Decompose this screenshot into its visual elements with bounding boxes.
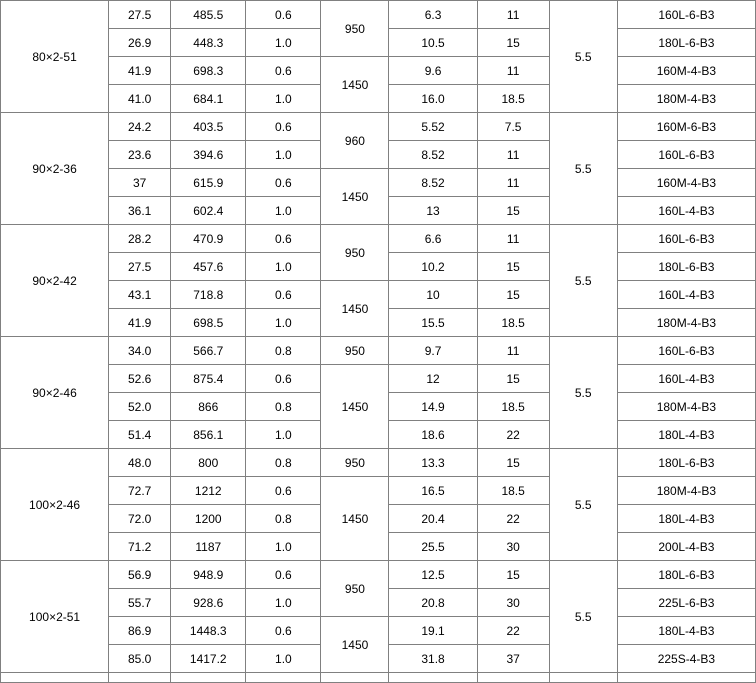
cell-c: 1.0 bbox=[246, 197, 321, 225]
cell-a bbox=[109, 673, 171, 683]
cell-d: 8.52 bbox=[389, 141, 477, 169]
cell-b: 457.6 bbox=[171, 253, 246, 281]
cell-e: 15 bbox=[477, 29, 549, 57]
model-cell: 90×2-42 bbox=[1, 225, 109, 337]
cell-c: 0.6 bbox=[246, 169, 321, 197]
cell-e bbox=[477, 673, 549, 683]
cell-a: 41.9 bbox=[109, 57, 171, 85]
cell-motor: 160M-6-B3 bbox=[617, 113, 755, 141]
cell-motor: 180M-4-B3 bbox=[617, 85, 755, 113]
table-row bbox=[1, 449, 756, 477]
cell-f bbox=[549, 673, 617, 683]
cell-c: 0.6 bbox=[246, 225, 321, 253]
cell-d: 6.3 bbox=[389, 1, 477, 29]
cell-rpm: 950 bbox=[321, 1, 389, 57]
cell-b: 1212 bbox=[171, 477, 246, 505]
cell-d: 12 bbox=[389, 365, 477, 393]
cell-c: 1.0 bbox=[246, 141, 321, 169]
cell-rpm: 1450 bbox=[321, 169, 389, 225]
cell-motor: 180L-6-B3 bbox=[617, 449, 755, 477]
cell-b: 1187 bbox=[171, 533, 246, 561]
model-cell: 100×2-46 bbox=[1, 449, 109, 561]
cell-rpm: 1450 bbox=[321, 477, 389, 561]
cell-a: 71.2 bbox=[109, 533, 171, 561]
cell-c: 1.0 bbox=[246, 645, 321, 673]
cell-rpm: 950 bbox=[321, 337, 389, 365]
cell-e: 11 bbox=[477, 225, 549, 253]
cell-a: 52.0 bbox=[109, 393, 171, 421]
cell-a: 72.0 bbox=[109, 505, 171, 533]
cell-d: 31.8 bbox=[389, 645, 477, 673]
cell-b: 448.3 bbox=[171, 29, 246, 57]
cell-f: 5.5 bbox=[549, 113, 617, 225]
cell-motor: 160L-6-B3 bbox=[617, 337, 755, 365]
cell-d: 15.5 bbox=[389, 309, 477, 337]
cell-e: 15 bbox=[477, 281, 549, 309]
cell-b: 875.4 bbox=[171, 365, 246, 393]
cell-c: 1.0 bbox=[246, 29, 321, 57]
table-row bbox=[1, 1, 756, 29]
cell-e: 22 bbox=[477, 421, 549, 449]
cell-b: 718.8 bbox=[171, 281, 246, 309]
table-row bbox=[1, 281, 756, 309]
cell-e: 11 bbox=[477, 169, 549, 197]
cell-d: 18.6 bbox=[389, 421, 477, 449]
cell-e: 22 bbox=[477, 617, 549, 645]
cell-c: 0.8 bbox=[246, 449, 321, 477]
cell-motor: 160L-4-B3 bbox=[617, 281, 755, 309]
cell-a: 51.4 bbox=[109, 421, 171, 449]
table-row bbox=[1, 365, 756, 393]
model-cell: 80×2-51 bbox=[1, 1, 109, 113]
cell-b: 928.6 bbox=[171, 589, 246, 617]
cell-a: 86.9 bbox=[109, 617, 171, 645]
table-row bbox=[1, 57, 756, 85]
cell-b: 615.9 bbox=[171, 169, 246, 197]
cell-motor: 225L-6-B3 bbox=[617, 589, 755, 617]
cell-c: 0.8 bbox=[246, 393, 321, 421]
cell-b: 698.3 bbox=[171, 57, 246, 85]
cell-e: 11 bbox=[477, 57, 549, 85]
cell-a: 34.0 bbox=[109, 337, 171, 365]
cell-a: 28.2 bbox=[109, 225, 171, 253]
cell-c: 1.0 bbox=[246, 421, 321, 449]
cell-e: 11 bbox=[477, 141, 549, 169]
cell-a: 72.7 bbox=[109, 477, 171, 505]
cell-a: 48.0 bbox=[109, 449, 171, 477]
cell-d: 19.1 bbox=[389, 617, 477, 645]
cell-motor: 180M-4-B3 bbox=[617, 393, 755, 421]
cell-d: 20.4 bbox=[389, 505, 477, 533]
model-cell: 100×2-51 bbox=[1, 561, 109, 673]
cell-d: 13 bbox=[389, 197, 477, 225]
cell-rpm: 950 bbox=[321, 561, 389, 617]
cell-f: 5.5 bbox=[549, 449, 617, 561]
cell-b: 394.6 bbox=[171, 141, 246, 169]
cell-d: 5.52 bbox=[389, 113, 477, 141]
cell-c: 0.6 bbox=[246, 561, 321, 589]
cell-d: 20.8 bbox=[389, 589, 477, 617]
cell-motor: 160L-6-B3 bbox=[617, 141, 755, 169]
cell-motor bbox=[617, 673, 755, 683]
table-body bbox=[1, 1, 756, 683]
cell-b: 1200 bbox=[171, 505, 246, 533]
cell-d: 10.2 bbox=[389, 253, 477, 281]
cell-d: 9.7 bbox=[389, 337, 477, 365]
cell-rpm: 1450 bbox=[321, 281, 389, 337]
cell-motor: 180L-4-B3 bbox=[617, 421, 755, 449]
cell-rpm: 1450 bbox=[321, 365, 389, 449]
cell-rpm: 1450 bbox=[321, 617, 389, 673]
cell-c: 0.6 bbox=[246, 617, 321, 645]
cell-c: 0.6 bbox=[246, 113, 321, 141]
cell-a: 24.2 bbox=[109, 113, 171, 141]
cell-motor: 225S-4-B3 bbox=[617, 645, 755, 673]
cell-motor: 180L-6-B3 bbox=[617, 561, 755, 589]
cell-motor: 160M-4-B3 bbox=[617, 169, 755, 197]
cell-a: 26.9 bbox=[109, 29, 171, 57]
cell-e: 15 bbox=[477, 253, 549, 281]
cell-e: 18.5 bbox=[477, 309, 549, 337]
cell-f: 5.5 bbox=[549, 1, 617, 113]
cell-e: 11 bbox=[477, 1, 549, 29]
cell-b: 948.9 bbox=[171, 561, 246, 589]
cell-c: 1.0 bbox=[246, 253, 321, 281]
cell-b: 684.1 bbox=[171, 85, 246, 113]
table-row-partial bbox=[1, 673, 756, 683]
table-row bbox=[1, 561, 756, 589]
cell-d: 16.0 bbox=[389, 85, 477, 113]
cell-motor: 160L-4-B3 bbox=[617, 197, 755, 225]
cell-e: 30 bbox=[477, 533, 549, 561]
cell-e: 7.5 bbox=[477, 113, 549, 141]
cell-a: 36.1 bbox=[109, 197, 171, 225]
cell-d: 6.6 bbox=[389, 225, 477, 253]
cell-motor: 160M-4-B3 bbox=[617, 57, 755, 85]
cell-d: 12.5 bbox=[389, 561, 477, 589]
cell-a: 41.9 bbox=[109, 309, 171, 337]
cell-c: 0.6 bbox=[246, 365, 321, 393]
cell-a: 23.6 bbox=[109, 141, 171, 169]
model-cell bbox=[1, 673, 109, 683]
cell-e: 15 bbox=[477, 197, 549, 225]
cell-a: 43.1 bbox=[109, 281, 171, 309]
cell-c: 1.0 bbox=[246, 589, 321, 617]
table-row bbox=[1, 617, 756, 645]
cell-b: 1417.2 bbox=[171, 645, 246, 673]
cell-a: 52.6 bbox=[109, 365, 171, 393]
cell-b bbox=[171, 673, 246, 683]
cell-e: 18.5 bbox=[477, 393, 549, 421]
cell-c: 1.0 bbox=[246, 309, 321, 337]
cell-motor: 180L-6-B3 bbox=[617, 253, 755, 281]
cell-motor: 180L-6-B3 bbox=[617, 29, 755, 57]
cell-d: 8.52 bbox=[389, 169, 477, 197]
table-row bbox=[1, 477, 756, 505]
cell-rpm: 960 bbox=[321, 113, 389, 169]
cell-motor: 160L-6-B3 bbox=[617, 1, 755, 29]
cell-a: 56.9 bbox=[109, 561, 171, 589]
cell-b: 485.5 bbox=[171, 1, 246, 29]
cell-c: 0.6 bbox=[246, 57, 321, 85]
cell-d: 10 bbox=[389, 281, 477, 309]
cell-e: 15 bbox=[477, 561, 549, 589]
cell-rpm: 950 bbox=[321, 225, 389, 281]
cell-e: 15 bbox=[477, 449, 549, 477]
cell-b: 602.4 bbox=[171, 197, 246, 225]
cell-c: 0.6 bbox=[246, 1, 321, 29]
cell-rpm: 1450 bbox=[321, 57, 389, 113]
cell-motor: 180M-4-B3 bbox=[617, 309, 755, 337]
table-row bbox=[1, 225, 756, 253]
cell-b: 856.1 bbox=[171, 421, 246, 449]
cell-e: 37 bbox=[477, 645, 549, 673]
cell-d bbox=[389, 673, 477, 683]
cell-motor: 180M-4-B3 bbox=[617, 477, 755, 505]
cell-a: 27.5 bbox=[109, 253, 171, 281]
cell-c: 0.6 bbox=[246, 281, 321, 309]
cell-e: 18.5 bbox=[477, 85, 549, 113]
table-row bbox=[1, 169, 756, 197]
cell-rpm: 950 bbox=[321, 449, 389, 477]
cell-b: 698.5 bbox=[171, 309, 246, 337]
cell-e: 15 bbox=[477, 365, 549, 393]
cell-b: 566.7 bbox=[171, 337, 246, 365]
cell-motor: 200L-4-B3 bbox=[617, 533, 755, 561]
cell-a: 85.0 bbox=[109, 645, 171, 673]
cell-a: 27.5 bbox=[109, 1, 171, 29]
cell-a: 41.0 bbox=[109, 85, 171, 113]
cell-a: 37 bbox=[109, 169, 171, 197]
cell-b: 800 bbox=[171, 449, 246, 477]
cell-c: 0.8 bbox=[246, 505, 321, 533]
cell-d: 10.5 bbox=[389, 29, 477, 57]
cell-f: 5.5 bbox=[549, 561, 617, 673]
table-row bbox=[1, 113, 756, 141]
cell-e: 30 bbox=[477, 589, 549, 617]
cell-c: 0.6 bbox=[246, 477, 321, 505]
table-row bbox=[1, 337, 756, 365]
cell-b: 470.9 bbox=[171, 225, 246, 253]
cell-b: 866 bbox=[171, 393, 246, 421]
cell-f: 5.5 bbox=[549, 337, 617, 449]
cell-e: 22 bbox=[477, 505, 549, 533]
cell-b: 403.5 bbox=[171, 113, 246, 141]
model-cell: 90×2-46 bbox=[1, 337, 109, 449]
cell-motor: 180L-4-B3 bbox=[617, 505, 755, 533]
cell-motor: 160L-6-B3 bbox=[617, 225, 755, 253]
cell-rpm bbox=[321, 673, 389, 683]
cell-c: 0.8 bbox=[246, 337, 321, 365]
cell-e: 11 bbox=[477, 337, 549, 365]
cell-c: 1.0 bbox=[246, 85, 321, 113]
cell-c: 1.0 bbox=[246, 533, 321, 561]
cell-motor: 180L-4-B3 bbox=[617, 617, 755, 645]
cell-d: 13.3 bbox=[389, 449, 477, 477]
cell-e: 18.5 bbox=[477, 477, 549, 505]
cell-a: 55.7 bbox=[109, 589, 171, 617]
cell-b: 1448.3 bbox=[171, 617, 246, 645]
cell-motor: 160L-4-B3 bbox=[617, 365, 755, 393]
cell-d: 16.5 bbox=[389, 477, 477, 505]
cell-f: 5.5 bbox=[549, 225, 617, 337]
cell-d: 9.6 bbox=[389, 57, 477, 85]
cell-c bbox=[246, 673, 321, 683]
cell-d: 25.5 bbox=[389, 533, 477, 561]
cell-d: 14.9 bbox=[389, 393, 477, 421]
model-cell: 90×2-36 bbox=[1, 113, 109, 225]
